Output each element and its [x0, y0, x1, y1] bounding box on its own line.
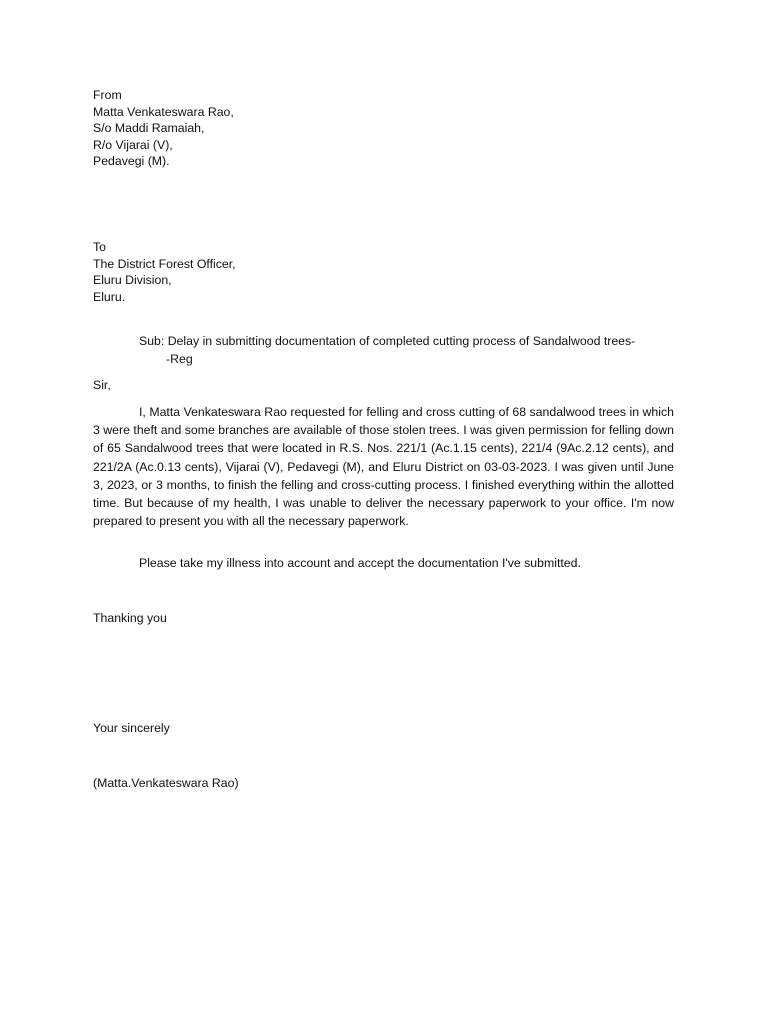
- sender-name: Matta Venkateswara Rao,: [93, 104, 234, 119]
- sender-mandal: Pedavegi (M).: [93, 154, 170, 168]
- subject-reg: -Reg: [166, 351, 193, 366]
- sender-relation: S/o Maddi Ramaiah,: [93, 121, 205, 135]
- sender-village: R/o Vijarai (V),: [93, 137, 173, 152]
- closing-line: Your sincerely: [93, 721, 170, 735]
- recipient-city: Eluru.: [93, 289, 126, 304]
- salutation: Sir,: [93, 378, 111, 392]
- recipient-title: The District Forest Officer,: [93, 256, 236, 271]
- subject-text: Sub: Delay in submitting documentation of completed cutting process of Sandalwood trees-: [139, 334, 636, 348]
- request-paragraph: Please take my illness into account and accept the documentation I've submitted.: [139, 556, 581, 570]
- subject-line: [139, 333, 679, 368]
- sender-address-block: [93, 87, 234, 170]
- from-heading: From: [93, 88, 122, 102]
- signature-name: (Matta.Venkateswara Rao): [93, 776, 239, 790]
- to-heading: To: [93, 240, 106, 254]
- thanks-line: Thanking you: [93, 611, 167, 625]
- recipient-address-block: [93, 239, 236, 305]
- recipient-division: Eluru Division,: [93, 273, 172, 287]
- body-paragraph: I, Matta Venkateswara Rao requested for felling and cross cutting of 68 sandalwood trees in which 3 were theft and some branches are available of those stolen trees. I was given permission for felling down of 65 Sandalwood trees that were located in R.S. Nos. 221/1 (Ac.1.15 cents), 221/4 (9Ac.2.12 cents), and 221/2A (Ac.0.13 cents), Vijarai (V), Pedavegi (M), and Eluru District on 03-03-2023. I was given until June 3, 2023, or 3 months, to finish the felling and cross-cutting process. I finished everything within the allotted time. But because of my health, I was unable to deliver the necessary paperwork to your office. I'm now prepared to present you with all the necessary paperwork.: [93, 405, 674, 529]
